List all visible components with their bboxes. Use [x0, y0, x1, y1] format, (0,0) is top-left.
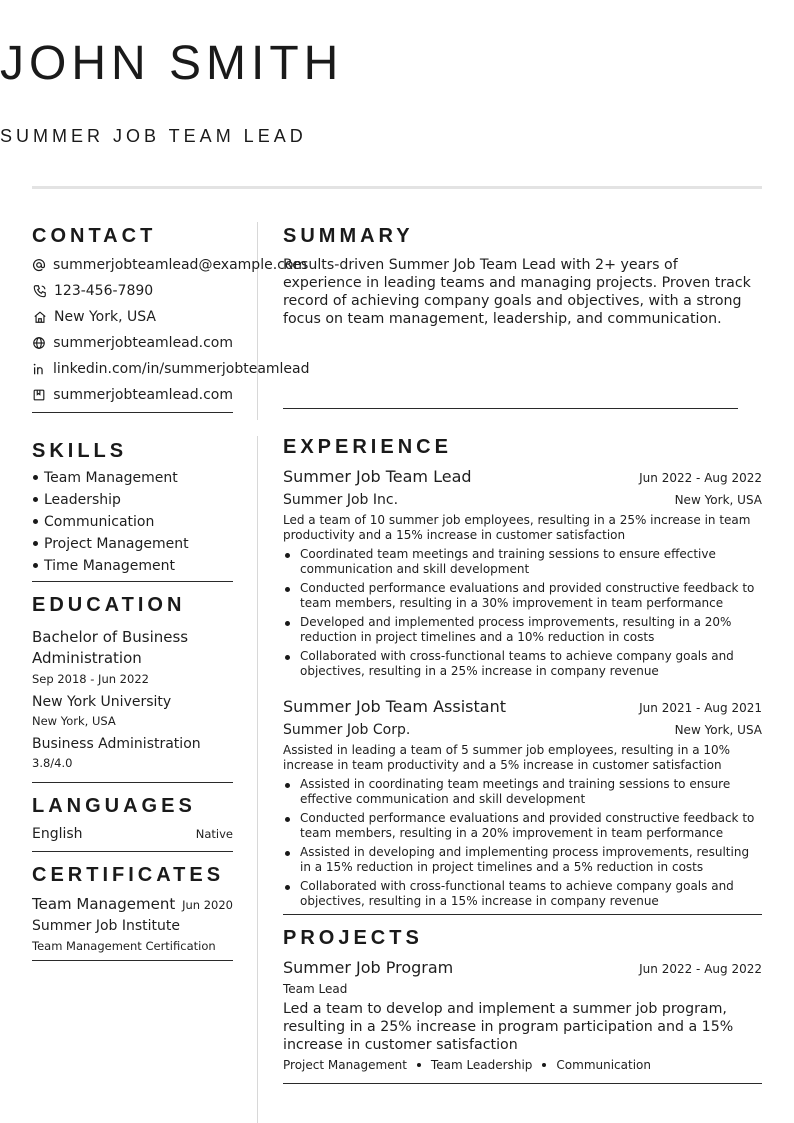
job-title: Summer Job Team Lead — [283, 467, 472, 486]
contact-phone[interactable] — [32, 278, 233, 304]
bullet-icon — [33, 519, 38, 524]
candidate-title: SUMMER JOB TEAM LEAD — [0, 126, 307, 146]
experience-section — [283, 433, 762, 915]
project-tag: Communication — [556, 1058, 651, 1072]
projects-section — [283, 924, 762, 1084]
phone-icon — [32, 284, 47, 299]
column-divider-bottom — [257, 436, 258, 1123]
summary-heading: SUMMARY — [283, 225, 414, 247]
skill-item: Leadership — [32, 489, 233, 511]
projects-divider — [283, 1083, 762, 1084]
job-company: Summer Job Corp. — [283, 722, 411, 738]
bullet-icon — [33, 497, 38, 502]
contact-phone-text: 123-456-7890 — [54, 283, 154, 299]
contact-location-text: New York, USA — [54, 309, 156, 325]
job-description: Led a team of 10 summer job employees, resulting in a 25% increase in team productivity and a 15% increase in customer satisfaction — [283, 513, 751, 542]
job-bullets — [283, 547, 762, 679]
job-bullet: Conducted performance evaluations and provided constructive feedback to team members, resulting in a 30% improvement in team performance — [283, 581, 762, 611]
experience-divider — [283, 914, 762, 915]
separator-dot-icon — [417, 1063, 421, 1067]
at-sign-icon — [32, 258, 46, 273]
job-bullet: Conducted performance evaluations and provided constructive feedback to team members, resulting in a 20% improvement in team performance — [283, 811, 762, 841]
job-bullet: Collaborated with cross-functional teams to achieve company goals and objectives, resulting in a 15% increase in company revenue — [283, 879, 762, 909]
language-name: English — [32, 826, 83, 842]
education-heading: EDUCATION — [32, 594, 186, 616]
job-bullet: Developed and implemented process improvements, resulting in a 20% reduction in project timelines and a 10% reduction in costs — [283, 615, 762, 645]
job-location: New York, USA — [674, 493, 762, 507]
contact-email-text: summerjobteamlead@example.com — [53, 257, 308, 273]
summary-text: Results-driven Summer Job Team Lead with 2+ years of experience in leading teams and managing projects. Proven track record of achieving company goals and objectives, with a strong focus on team management, leadership, and communication. — [283, 257, 751, 327]
certificates-section — [32, 861, 233, 961]
job-dates: Jun 2021 - Aug 2021 — [639, 701, 762, 715]
certificates-heading: CERTIFICATES — [32, 864, 225, 886]
job-location: New York, USA — [674, 723, 762, 737]
projects-heading: PROJECTS — [283, 927, 423, 949]
summary-divider — [283, 408, 738, 409]
contact-linkedin-text: linkedin.com/in/summerjobteamlead — [53, 361, 310, 377]
certificate-name: Team Management — [32, 895, 176, 913]
project-tags — [283, 1057, 762, 1073]
job-bullet: Coordinated team meetings and training sessions to ensure effective communication and skill development — [283, 547, 762, 577]
education-gpa: 3.8/4.0 — [32, 756, 73, 770]
project-description: Led a team to develop and implement a summer job program, resulting in a 25% increase in program participation and a 15% increase in customer satisfaction — [283, 1001, 734, 1053]
certificate-issuer: Summer Job Institute — [32, 918, 181, 934]
languages-section — [32, 792, 233, 852]
language-item — [32, 825, 233, 843]
certificate-item — [32, 894, 233, 915]
contact-divider — [32, 412, 233, 413]
skills-divider — [32, 581, 233, 582]
contact-website-text: summerjobteamlead.com — [53, 335, 233, 351]
job-bullet: Assisted in coordinating team meetings and training sessions to ensure effective communication and skill development — [283, 777, 762, 807]
skill-item: Time Management — [32, 555, 233, 577]
languages-heading: LANGUAGES — [32, 795, 196, 817]
project-tag: Project Management — [283, 1058, 407, 1072]
contact-location — [32, 304, 233, 330]
education-school: New York University — [32, 694, 172, 710]
project-item — [283, 957, 762, 1073]
skill-item: Team Management — [32, 467, 233, 489]
certificate-date: Jun 2020 — [182, 898, 233, 912]
experience-heading: EXPERIENCE — [283, 436, 452, 458]
job-title: Summer Job Team Assistant — [283, 697, 506, 716]
linkedin-icon — [32, 362, 46, 377]
education-divider — [32, 782, 233, 783]
languages-divider — [32, 851, 233, 852]
education-dates: Sep 2018 - Jun 2022 — [32, 672, 149, 686]
job-bullet: Collaborated with cross-functional teams to achieve company goals and objectives, resulting in a 25% increase in company revenue — [283, 649, 762, 679]
bullet-icon — [33, 563, 38, 568]
certificate-description: Team Management Certification — [32, 939, 216, 953]
bullet-icon — [33, 475, 38, 480]
education-degree: Bachelor of Business Administration — [32, 628, 189, 667]
job-company: Summer Job Inc. — [283, 492, 399, 508]
skill-item: Project Management — [32, 533, 233, 555]
home-icon — [32, 310, 47, 325]
experience-item — [283, 466, 762, 679]
project-role: Team Lead — [283, 982, 348, 996]
contact-linkedin[interactable] — [32, 356, 310, 382]
language-level: Native — [195, 827, 233, 841]
contact-portfolio[interactable] — [32, 382, 233, 408]
left-column — [32, 222, 310, 961]
right-column — [283, 222, 762, 1084]
contact-portfolio-text: summerjobteamlead.com — [53, 387, 233, 403]
project-title: Summer Job Program — [283, 958, 454, 977]
job-dates: Jun 2022 - Aug 2022 — [639, 471, 762, 485]
project-tag: Team Leadership — [430, 1058, 533, 1072]
separator-dot-icon — [542, 1063, 546, 1067]
bookmark-icon — [32, 388, 46, 403]
job-bullets — [283, 777, 762, 909]
summary-section — [283, 222, 762, 409]
education-field: Business Administration — [32, 736, 201, 752]
globe-icon — [32, 336, 46, 351]
education-section — [32, 591, 233, 783]
contact-website[interactable] — [32, 330, 233, 356]
job-description: Assisted in leading a team of 5 summer job employees, resulting in a 10% increase in team productivity and a 5% increase in customer satisfaction — [283, 743, 731, 772]
candidate-name: JOHN SMITH — [0, 37, 344, 90]
skills-heading: SKILLS — [32, 440, 128, 462]
contact-heading: CONTACT — [32, 225, 157, 247]
contact-section — [32, 222, 310, 413]
skill-item: Communication — [32, 511, 233, 533]
project-dates: Jun 2022 - Aug 2022 — [639, 962, 762, 976]
header-divider — [32, 186, 762, 189]
bullet-icon — [33, 541, 38, 546]
education-location: New York, USA — [32, 714, 116, 728]
job-bullet: Assisted in developing and implementing process improvements, resulting in a 15% reduction in project timelines and a 5% reduction in costs — [283, 845, 762, 875]
skills-section — [32, 437, 233, 582]
experience-item — [283, 696, 762, 909]
column-divider-top — [257, 222, 258, 420]
certificates-divider — [32, 960, 233, 961]
contact-email[interactable] — [32, 252, 308, 278]
